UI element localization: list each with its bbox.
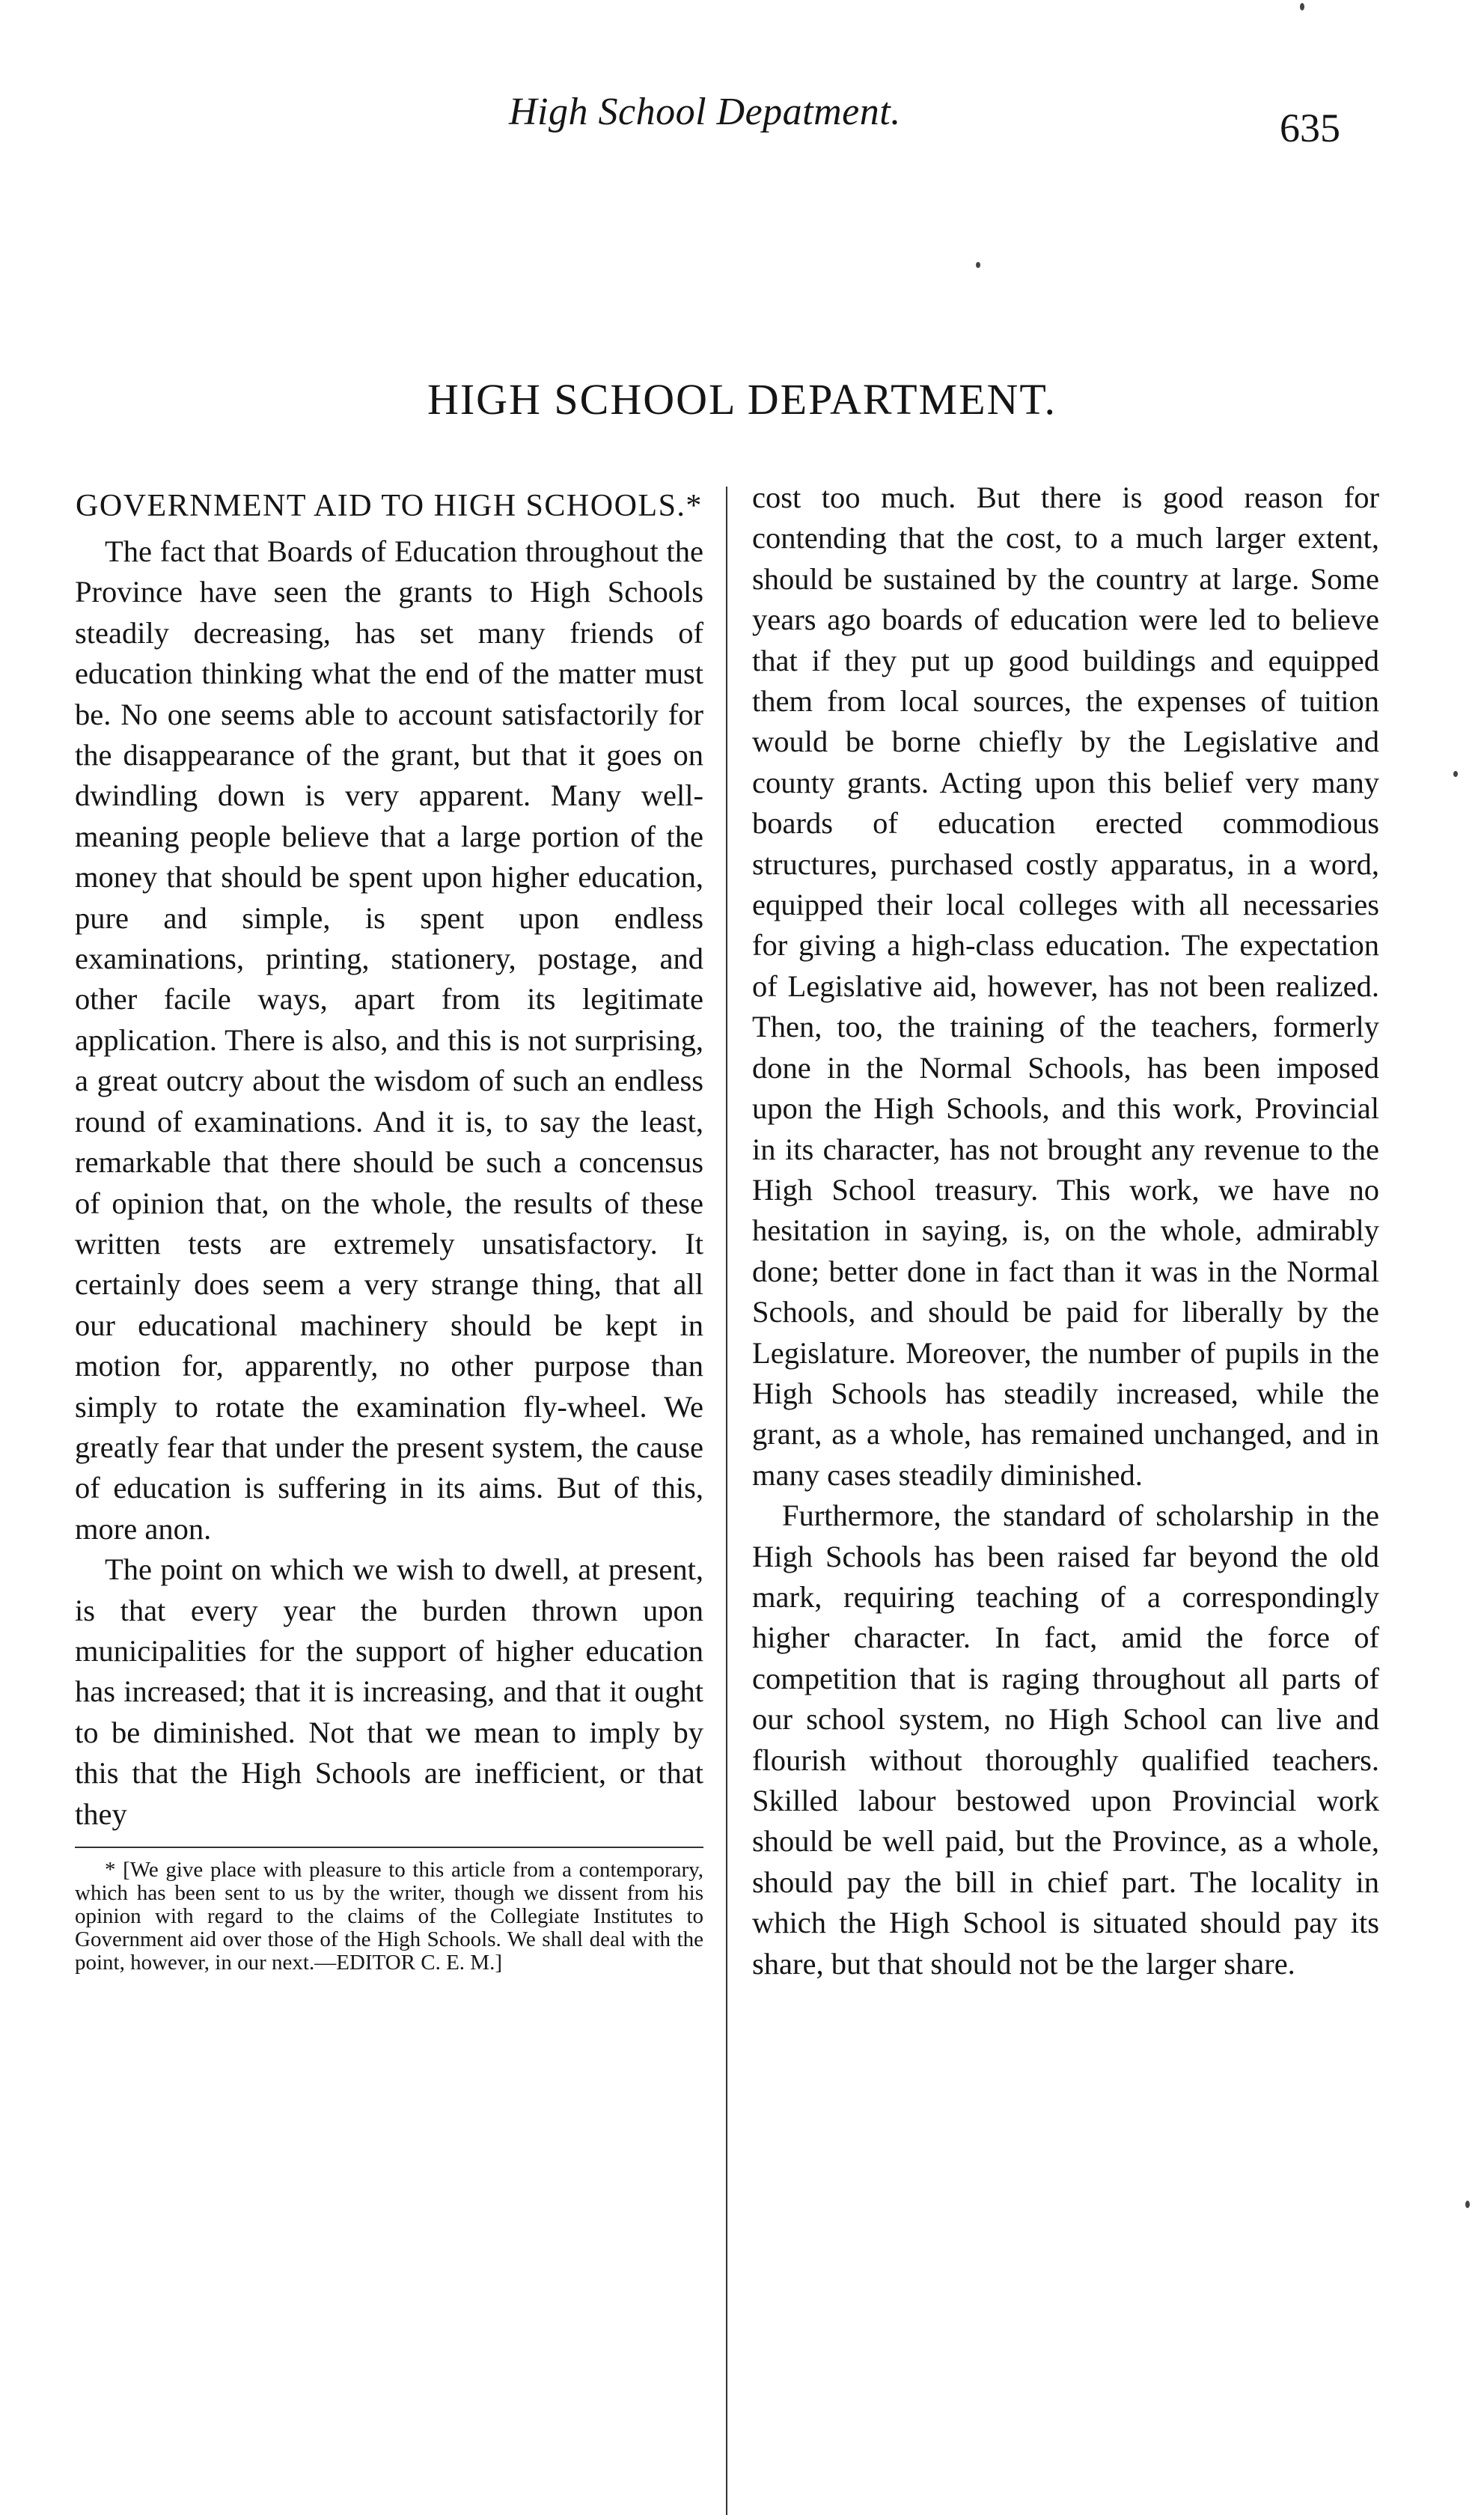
article-paragraph: The point on which we wish to dwell, at present, is that every year the burden thrown upon municipalities for the support of higher education has increased; that it is increasing, and that it ought to be diminished. Not that we mean to imply by this that the High Schools are inefficient, or that they	[75, 1552, 703, 1831]
footnote: * [We give place with pleasure to this article from a contemporary, which has been sent to us by the writer, though we dissent from his opinion with regard to the claims of the Collegiate Institutes to Government aid over those of the High Schools. We shall deal with the point, however, in our next.—EDITOR C. E. M.]	[75, 1858, 703, 1975]
right-column	[752, 478, 1379, 1984]
scan-speck	[1465, 2201, 1470, 2208]
article-paragraph: Furthermore, the standard of scholarship in the High Schools has been raised far beyond the old mark, requiring teaching of a correspondingly higher character. In fact, amid the force of competition that is raging throughout all parts of our school system, no High School can live and flourish without thoroughly qualified teachers. Skilled labour bestowed upon Provincial work should be well paid, but the Province, as a whole, should pay the bill in chief part. The locality in which the High School is situated should pay its share, but that should not be the larger share.	[752, 1499, 1379, 1981]
page-number: 635	[1280, 106, 1340, 150]
scan-speck	[976, 262, 980, 268]
article-paragraph: The fact that Boards of Education throughout the Province have seen the grants to High Schools steadily decreasing, has set many friends of education thinking what the end of the matter must be. No one seems able to account satisfactorily for the disappearance of the grant, but that it goes on dwindling down is very apparent. Many well-meaning people believe that a large portion of the money that should be spent upon higher education, pure and simple, is spent upon endless examinations, printing, stationery, postage, and other facile ways, apart from its legitimate application. There is also, and this is not surprising, a great outcry about the wisdom of such an endless round of examinations. And it is, to say the least, remarkable that there should be such a concensus of opinion that, on the whole, the results of these written tests are extremely unsatisfactory. It certainly does seem a very strange thing, that all our educational machinery should be kept in motion for, apparently, no other purpose than simply to rotate the examination fly-wheel. We greatly fear that under the present system, the cause of education is suffering in its aims. But of this, more anon.	[75, 534, 703, 1546]
left-column	[75, 478, 703, 1975]
column-divider	[726, 487, 727, 2515]
article-paragraph: cost too much. But there is good reason for contending that the cost, to a much larger extent, should be sustained by the country at large. Some years ago boards of education were led to believe that if they put up good buildings and equipped them from local sources, the expenses of tuition would be borne chiefly by the Legislative and county grants. Acting upon this belief very many boards of education erected commodious structures, purchased costly apparatus, in a word, equipped their local colleges with all necessaries for giving a high-class education. The expectation of Legislative aid, however, has not been realized. Then, too, the training of the teachers, formerly done in the Normal Schools, has been imposed upon the High Schools, and this work, Provincial in its character, has not brought any revenue to the High School treasury. This work, we have no hesitation in saying, is, on the whole, admirably done; better done in fact than it was in the Normal Schools, and should be paid for liberally by the Legislature. Moreover, the number of pupils in the High Schools has steadily increased, while the grant, as a whole, has remained unchanged, and in many cases steadily diminished.	[752, 481, 1379, 1492]
running-head: High School Depatment.	[509, 91, 901, 133]
scan-speck	[1300, 3, 1304, 10]
footnote-divider	[75, 1847, 703, 1848]
scan-speck	[1453, 771, 1458, 777]
article-title: GOVERNMENT AID TO HIGH SCHOOLS.*	[76, 489, 703, 523]
department-title: HIGH SCHOOL DEPARTMENT.	[427, 375, 1057, 424]
